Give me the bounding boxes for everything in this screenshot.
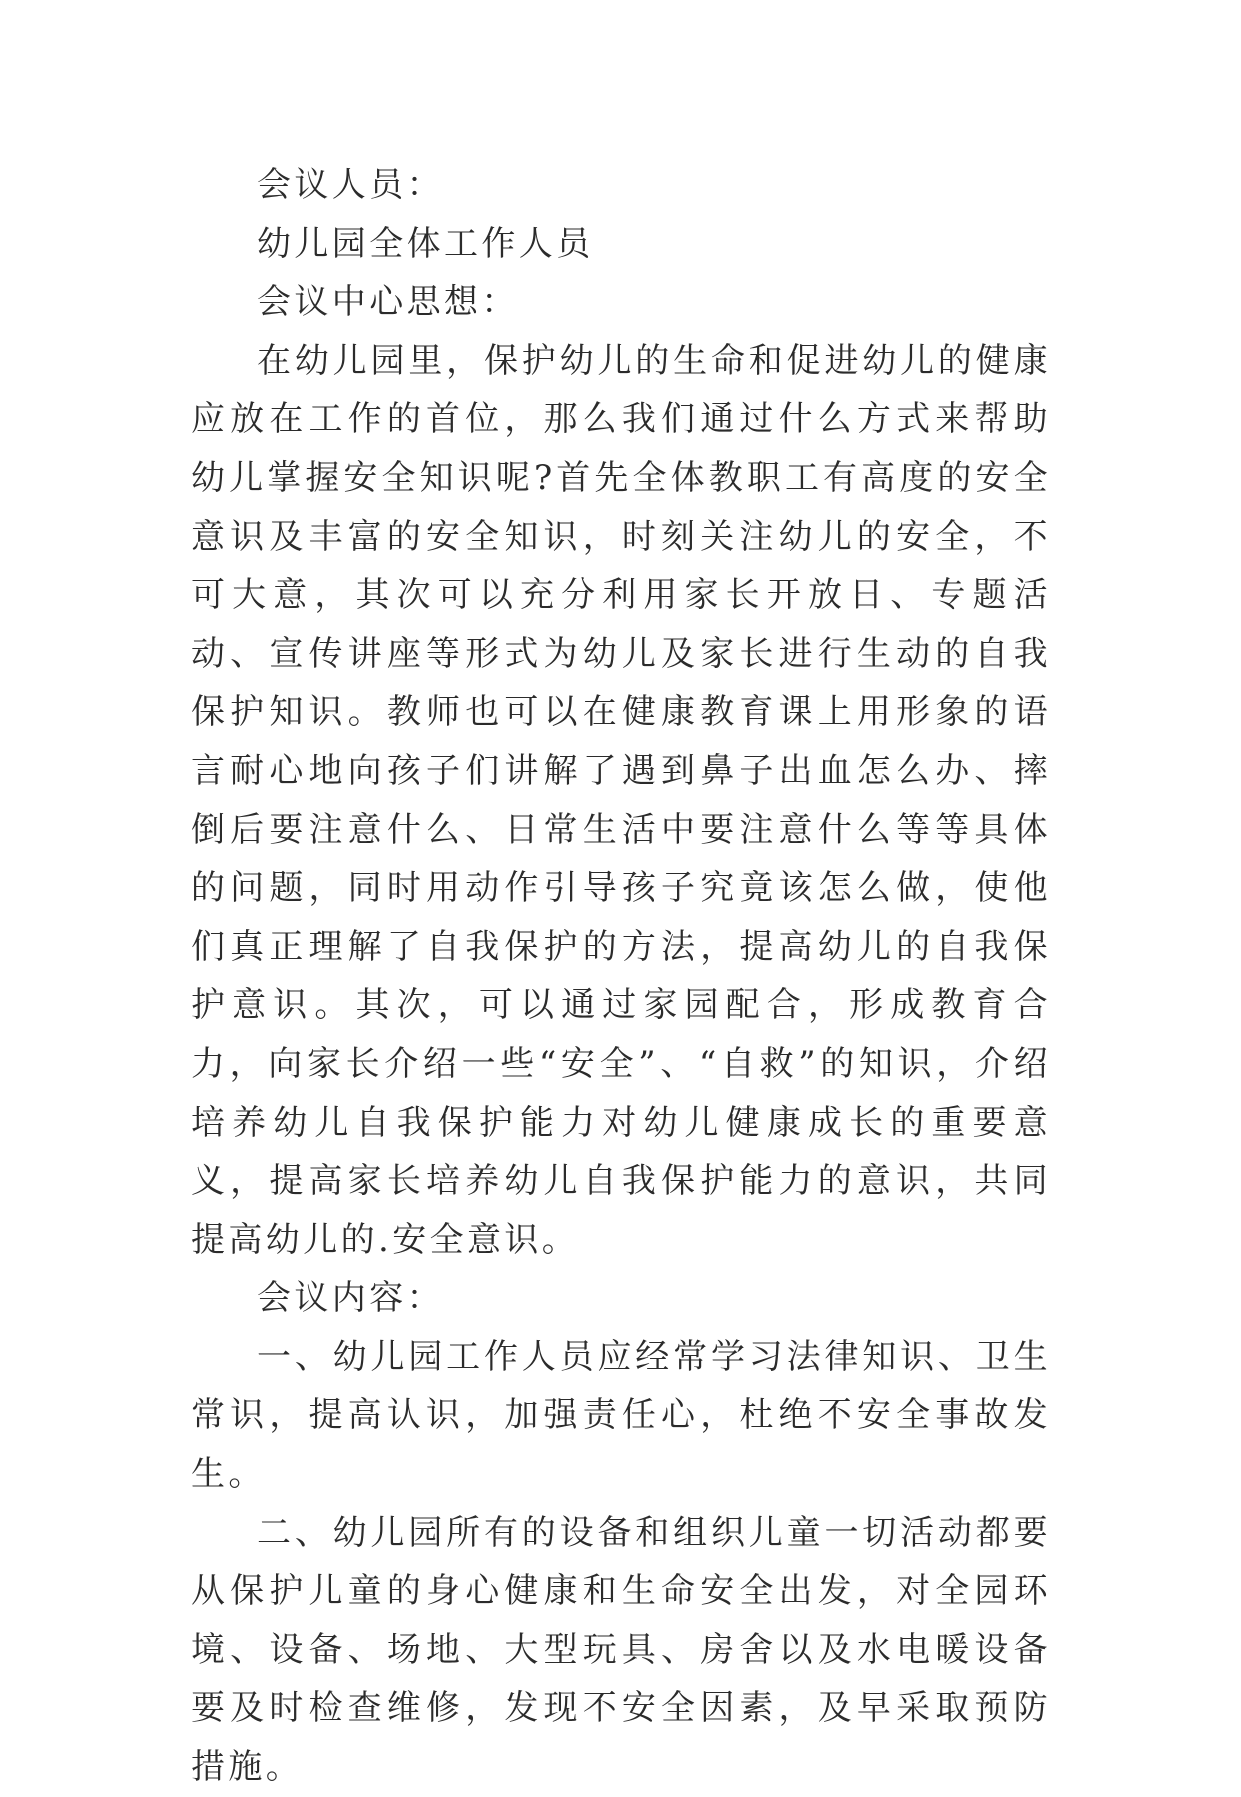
attendees-value: 幼儿园全体工作人员 [257, 223, 594, 264]
label-attendees: 会议人员： [257, 165, 444, 205]
content-item-2: 二、幼儿园所有的设备和组织儿童一切活动都要从保护儿童的身心健康和生命安全出发，对全园环境、设备、场地、大型玩具、房舍以及水电暖设备要及时检查维修，发现不安全因素，及早采取预防措施。 [191, 1512, 1051, 1788]
content-item-1: 一、幼儿园工作人员应经常学习法律知识、卫生常识，提高认识，加强责任心，杜绝不安全事故发生。 [191, 1336, 1051, 1495]
label-meeting-content: 会议内容： [257, 1278, 444, 1319]
label-central-idea: 会议中心思想： [257, 282, 519, 323]
document-body [191, 156, 1051, 1797]
central-idea-paragraph: 在幼儿园里，保护幼儿的生命和促进幼儿的健康应放在工作的首位，那么我们通过什么方式来帮助幼儿掌握安全知识呢?首先全体教职工有高度的安全意识及丰富的安全知识，时刻关注幼儿的安全，不可大意，其次可以充分利用家长开放日、专题活动、宣传讲座等形式为幼儿及家长进行生动的自我保护知识。教师也可以在健康教育课上用形象的语言耐心地向孩子们讲解了遇到鼻子出血怎么办、摔倒后要注意什么、日常生活中要注意什么等等具体的问题，同时用动作引导孩子究竟该怎么做，使他们真正理解了自我保护的方法，提高幼儿的自我保护意识。其次，可以通过家园配合，形成教育合力，向家长介绍一些“安全”、“自救”的知识，介绍培养幼儿自我保护能力对幼儿健康成长的重要意义，提高家长培养幼儿自我保护能力的意识，共同提高幼儿的.安全意识。 [191, 340, 1051, 1260]
